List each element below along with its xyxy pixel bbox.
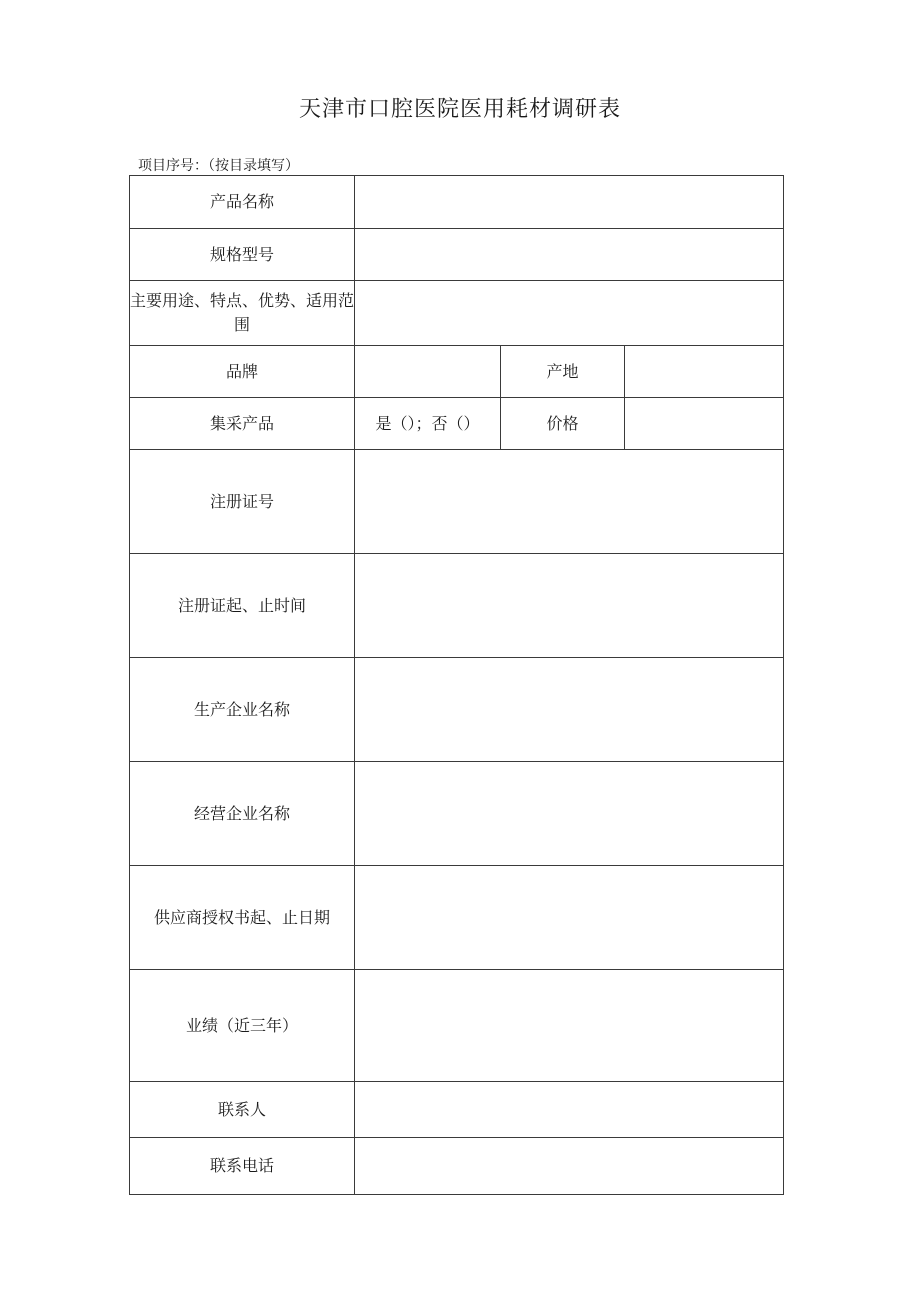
manufacturer-field[interactable] (355, 658, 784, 762)
product-name-label: 产品名称 (130, 176, 355, 229)
registration-number-label: 注册证号 (130, 450, 355, 554)
registration-period-label: 注册证起、止时间 (130, 554, 355, 658)
table-row (130, 970, 784, 1082)
distributor-field[interactable] (355, 762, 784, 866)
project-number-label: 项目序号：（按目录填写） (138, 158, 299, 174)
brand-label: 品牌 (130, 346, 355, 398)
collective-purchase-label: 集采产品 (130, 398, 355, 450)
distributor-label: 经营企业名称 (130, 762, 355, 866)
table-row (130, 398, 784, 450)
document-title: 天津市口腔医院医用耗材调研表 (298, 97, 621, 122)
spec-model-label: 规格型号 (130, 229, 355, 281)
registration-period-field[interactable] (355, 554, 784, 658)
main-use-label: 主要用途、特点、优势、适用范围 (130, 281, 355, 346)
brand-field[interactable] (355, 346, 501, 398)
performance-field[interactable] (355, 970, 784, 1082)
contact-phone-label: 联系电话 (130, 1138, 355, 1195)
registration-number-field[interactable] (355, 450, 784, 554)
table-row (130, 866, 784, 970)
price-field[interactable] (625, 398, 784, 450)
contact-phone-field[interactable] (355, 1138, 784, 1195)
table-row (130, 1138, 784, 1195)
contact-person-label: 联系人 (130, 1082, 355, 1138)
supplier-auth-period-label: 供应商授权书起、止日期 (130, 866, 355, 970)
table-row (130, 658, 784, 762)
table-row (130, 450, 784, 554)
table-row (130, 229, 784, 281)
price-label: 价格 (501, 398, 625, 450)
main-use-field[interactable] (355, 281, 784, 346)
supplier-auth-period-field[interactable] (355, 866, 784, 970)
table-row (130, 762, 784, 866)
performance-label: 业绩（近三年） (130, 970, 355, 1082)
survey-form-table (129, 175, 784, 1195)
collective-purchase-options[interactable]: 是（）；否（） (355, 398, 501, 450)
product-name-field[interactable] (355, 176, 784, 229)
origin-label: 产地 (501, 346, 625, 398)
manufacturer-label: 生产企业名称 (130, 658, 355, 762)
spec-model-field[interactable] (355, 229, 784, 281)
contact-person-field[interactable] (355, 1082, 784, 1138)
table-row (130, 281, 784, 346)
table-row (130, 176, 784, 229)
table-row (130, 554, 784, 658)
table-row (130, 346, 784, 398)
origin-field[interactable] (625, 346, 784, 398)
table-row (130, 1082, 784, 1138)
